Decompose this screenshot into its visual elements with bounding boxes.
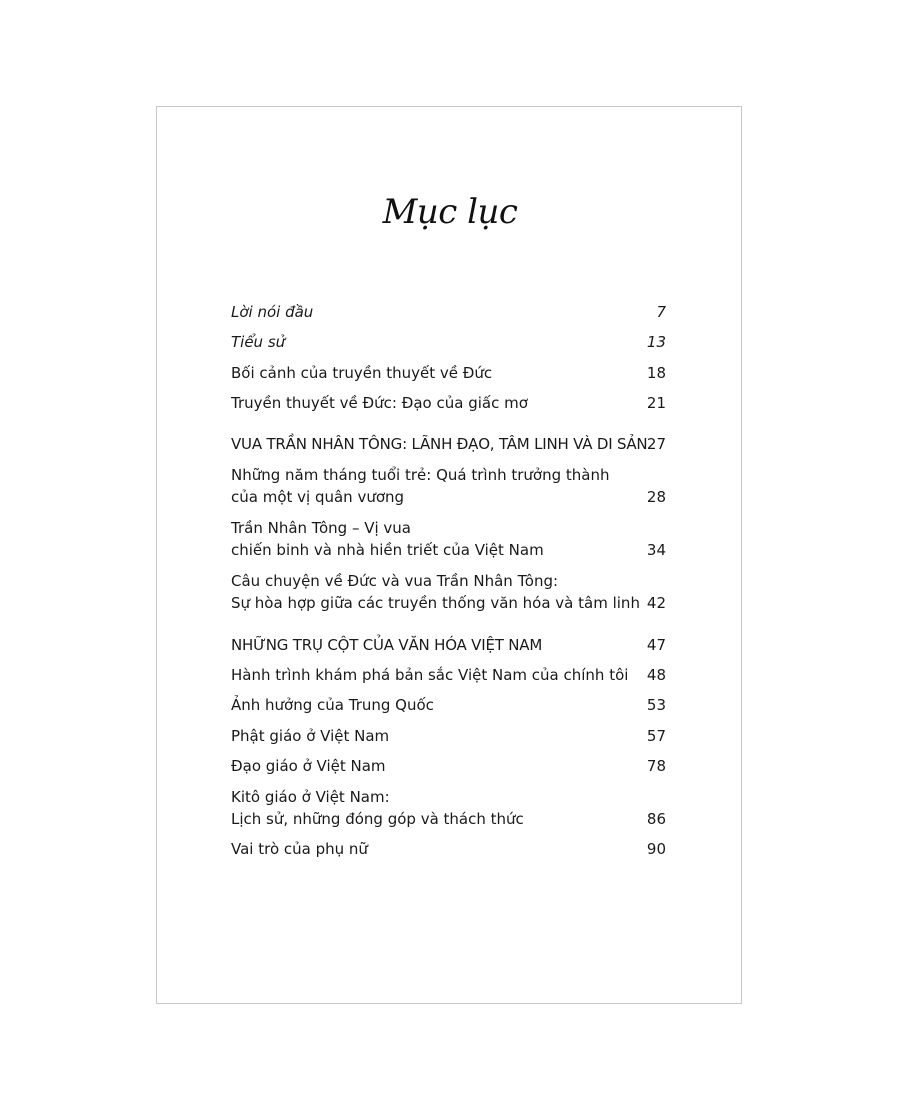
toc-entry-line: Câu chuyện về Đức và vua Trần Nhân Tông:: [231, 572, 559, 590]
toc-entry-page: 13: [646, 333, 666, 351]
toc-entry: [231, 838, 666, 860]
toc-section-heading: [231, 634, 666, 656]
toc-entry-line: Trần Nhân Tông – Vị vua: [231, 519, 411, 537]
toc-entry-page: 57: [646, 727, 666, 745]
toc-entry-page: 48: [646, 666, 666, 684]
toc-entry: [231, 725, 666, 747]
toc-entry: [231, 517, 666, 561]
toc-entry-line: Kitô giáo ở Việt Nam:: [231, 788, 390, 806]
toc-entry-line: Hành trình khám phá bản sắc Việt Nam của chính tôi: [231, 666, 629, 684]
toc-entry-line: Bối cảnh của truyền thuyết về Đức: [231, 364, 493, 382]
toc-entry-page: 28: [646, 488, 666, 506]
toc-entry-line: của một vị quân vương: [231, 488, 405, 506]
toc-entry-line: Truyền thuyết về Đức: Đạo của giấc mơ: [231, 394, 528, 412]
toc-entry-page: 18: [646, 364, 666, 382]
toc-entry-line: Lời nói đầu: [231, 303, 314, 321]
toc-entry-line: Đạo giáo ở Việt Nam: [231, 757, 386, 775]
toc-entry-line: VUA TRẦN NHÂN TÔNG: LÃNH ĐẠO, TÂM LINH VÀ DI SẢN: [231, 435, 648, 453]
toc-entry-page: 21: [646, 394, 666, 412]
toc-entry-line: Phật giáo ở Việt Nam: [231, 727, 390, 745]
toc-entry: [231, 664, 666, 686]
toc-entry-page: 78: [646, 757, 666, 775]
toc-entry-page: 27: [646, 435, 666, 453]
toc-entry-page: 42: [646, 594, 666, 612]
toc-entry: [231, 570, 666, 614]
toc-entry-line: chiến binh và nhà hiền triết của Việt Nam: [231, 541, 544, 559]
toc-entry-line: Những năm tháng tuổi trẻ: Quá trình trưởng thành: [231, 466, 610, 484]
toc-entry-page: 47: [646, 636, 666, 654]
toc-entry: [231, 301, 666, 323]
toc-entry-line: Lịch sử, những đóng góp và thách thức: [231, 810, 524, 828]
toc-entry-line: NHỮNG TRỤ CỘT CỦA VĂN HÓA VIỆT NAM: [231, 636, 543, 654]
toc-entry: [231, 362, 666, 384]
page-title: Mục lục: [382, 192, 518, 232]
toc-entry: [231, 755, 666, 777]
toc-entry-line: Ảnh hưởng của Trung Quốc: [231, 696, 434, 714]
toc-entry-page: 86: [646, 810, 666, 828]
toc-section-heading: [231, 433, 666, 455]
toc-entry: [231, 786, 666, 830]
toc-entry-page: 34: [646, 541, 666, 559]
toc-entry-page: 90: [646, 840, 666, 858]
toc-entry: [231, 694, 666, 716]
toc-entry-page: 7: [656, 303, 666, 321]
toc-entry-line: Tiểu sử: [231, 333, 286, 351]
toc-entry: [231, 392, 666, 414]
toc-entry-line: Sự hòa hợp giữa các truyền thống văn hóa và tâm linh: [231, 594, 640, 612]
toc-entry-page: 53: [646, 696, 666, 714]
toc-entry: [231, 331, 666, 353]
toc-entry-line: Vai trò của phụ nữ: [231, 840, 368, 858]
toc-entry: [231, 464, 666, 508]
